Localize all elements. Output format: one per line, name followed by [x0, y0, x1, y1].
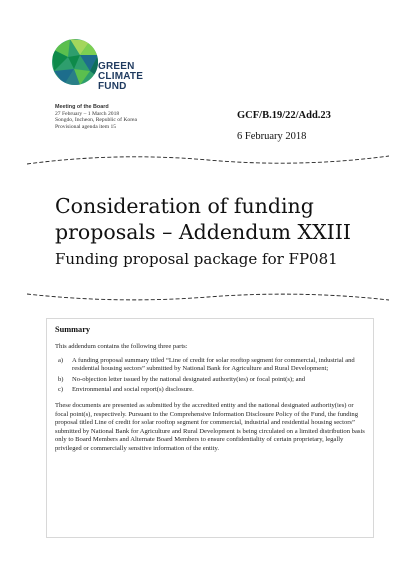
meeting-agenda-item: Provisional agenda item 15 [55, 123, 117, 130]
logo-line: FUND [98, 81, 127, 92]
list-item-text: Environmental and social report(s) disclosure. [72, 386, 194, 394]
list-item [55, 376, 367, 385]
list-item [55, 357, 367, 374]
green-climate-fund-globe-icon [50, 37, 100, 87]
top-divider [27, 150, 389, 170]
logo-line: GREEN [98, 61, 135, 72]
list-marker: b) [58, 375, 64, 383]
list-item-text: No-objection letter issued by the national designated authority(ies) or focal point(s); and [72, 375, 306, 383]
logo-wordmark [98, 62, 143, 92]
logo-line: CLIMATE [98, 71, 144, 82]
list-marker: c) [58, 386, 64, 394]
summary-intro: This addendum contains the following three parts: [55, 343, 188, 350]
list-marker: a) [58, 356, 64, 364]
meeting-location: Songdo, Incheon, Republic of Korea [55, 117, 138, 124]
meeting-info [55, 104, 137, 130]
summary-heading: Summary [55, 325, 91, 334]
document-subtitle: Funding proposal package for FP081 [55, 250, 338, 268]
document-date: 6 February 2018 [237, 131, 307, 142]
summary-closing: These documents are presented as submitted by the accredited entity and the national designated authority(ies) or focal point(s), respectively. Pursuant to the Comprehensive Information Disclosure Policy of the Fund, the funding proposal titled Line of credit for solar rooftop segment for commercial, industrial and residential housing sectors” submitted by National Bank for Agriculture and Rural Development is being circulated on a limited distribution basis only to Board Members and Alternate Board Members to ensure confidentiality of certain proprietary, legally privileged or commercially sensitive information of the entity. [55, 401, 365, 452]
document-reference: GCF/B.19/22/Add.23 [237, 110, 331, 121]
meeting-title: Meeting of the Board [55, 104, 109, 110]
list-item [55, 386, 367, 395]
document-title: Consideration of funding proposals – Addendum XXIII [55, 194, 351, 244]
summary-body [55, 343, 367, 459]
meeting-dates: 27 February – 1 March 2018 [55, 110, 120, 117]
bottom-divider [27, 288, 389, 308]
summary-list [55, 357, 367, 395]
list-item-text: A funding proposal summary titled “Line of credit for solar rooftop segment for commercial, industrial and residential housing sectors” submitted by National Bank for Agriculture and Rural Development; [72, 356, 355, 373]
